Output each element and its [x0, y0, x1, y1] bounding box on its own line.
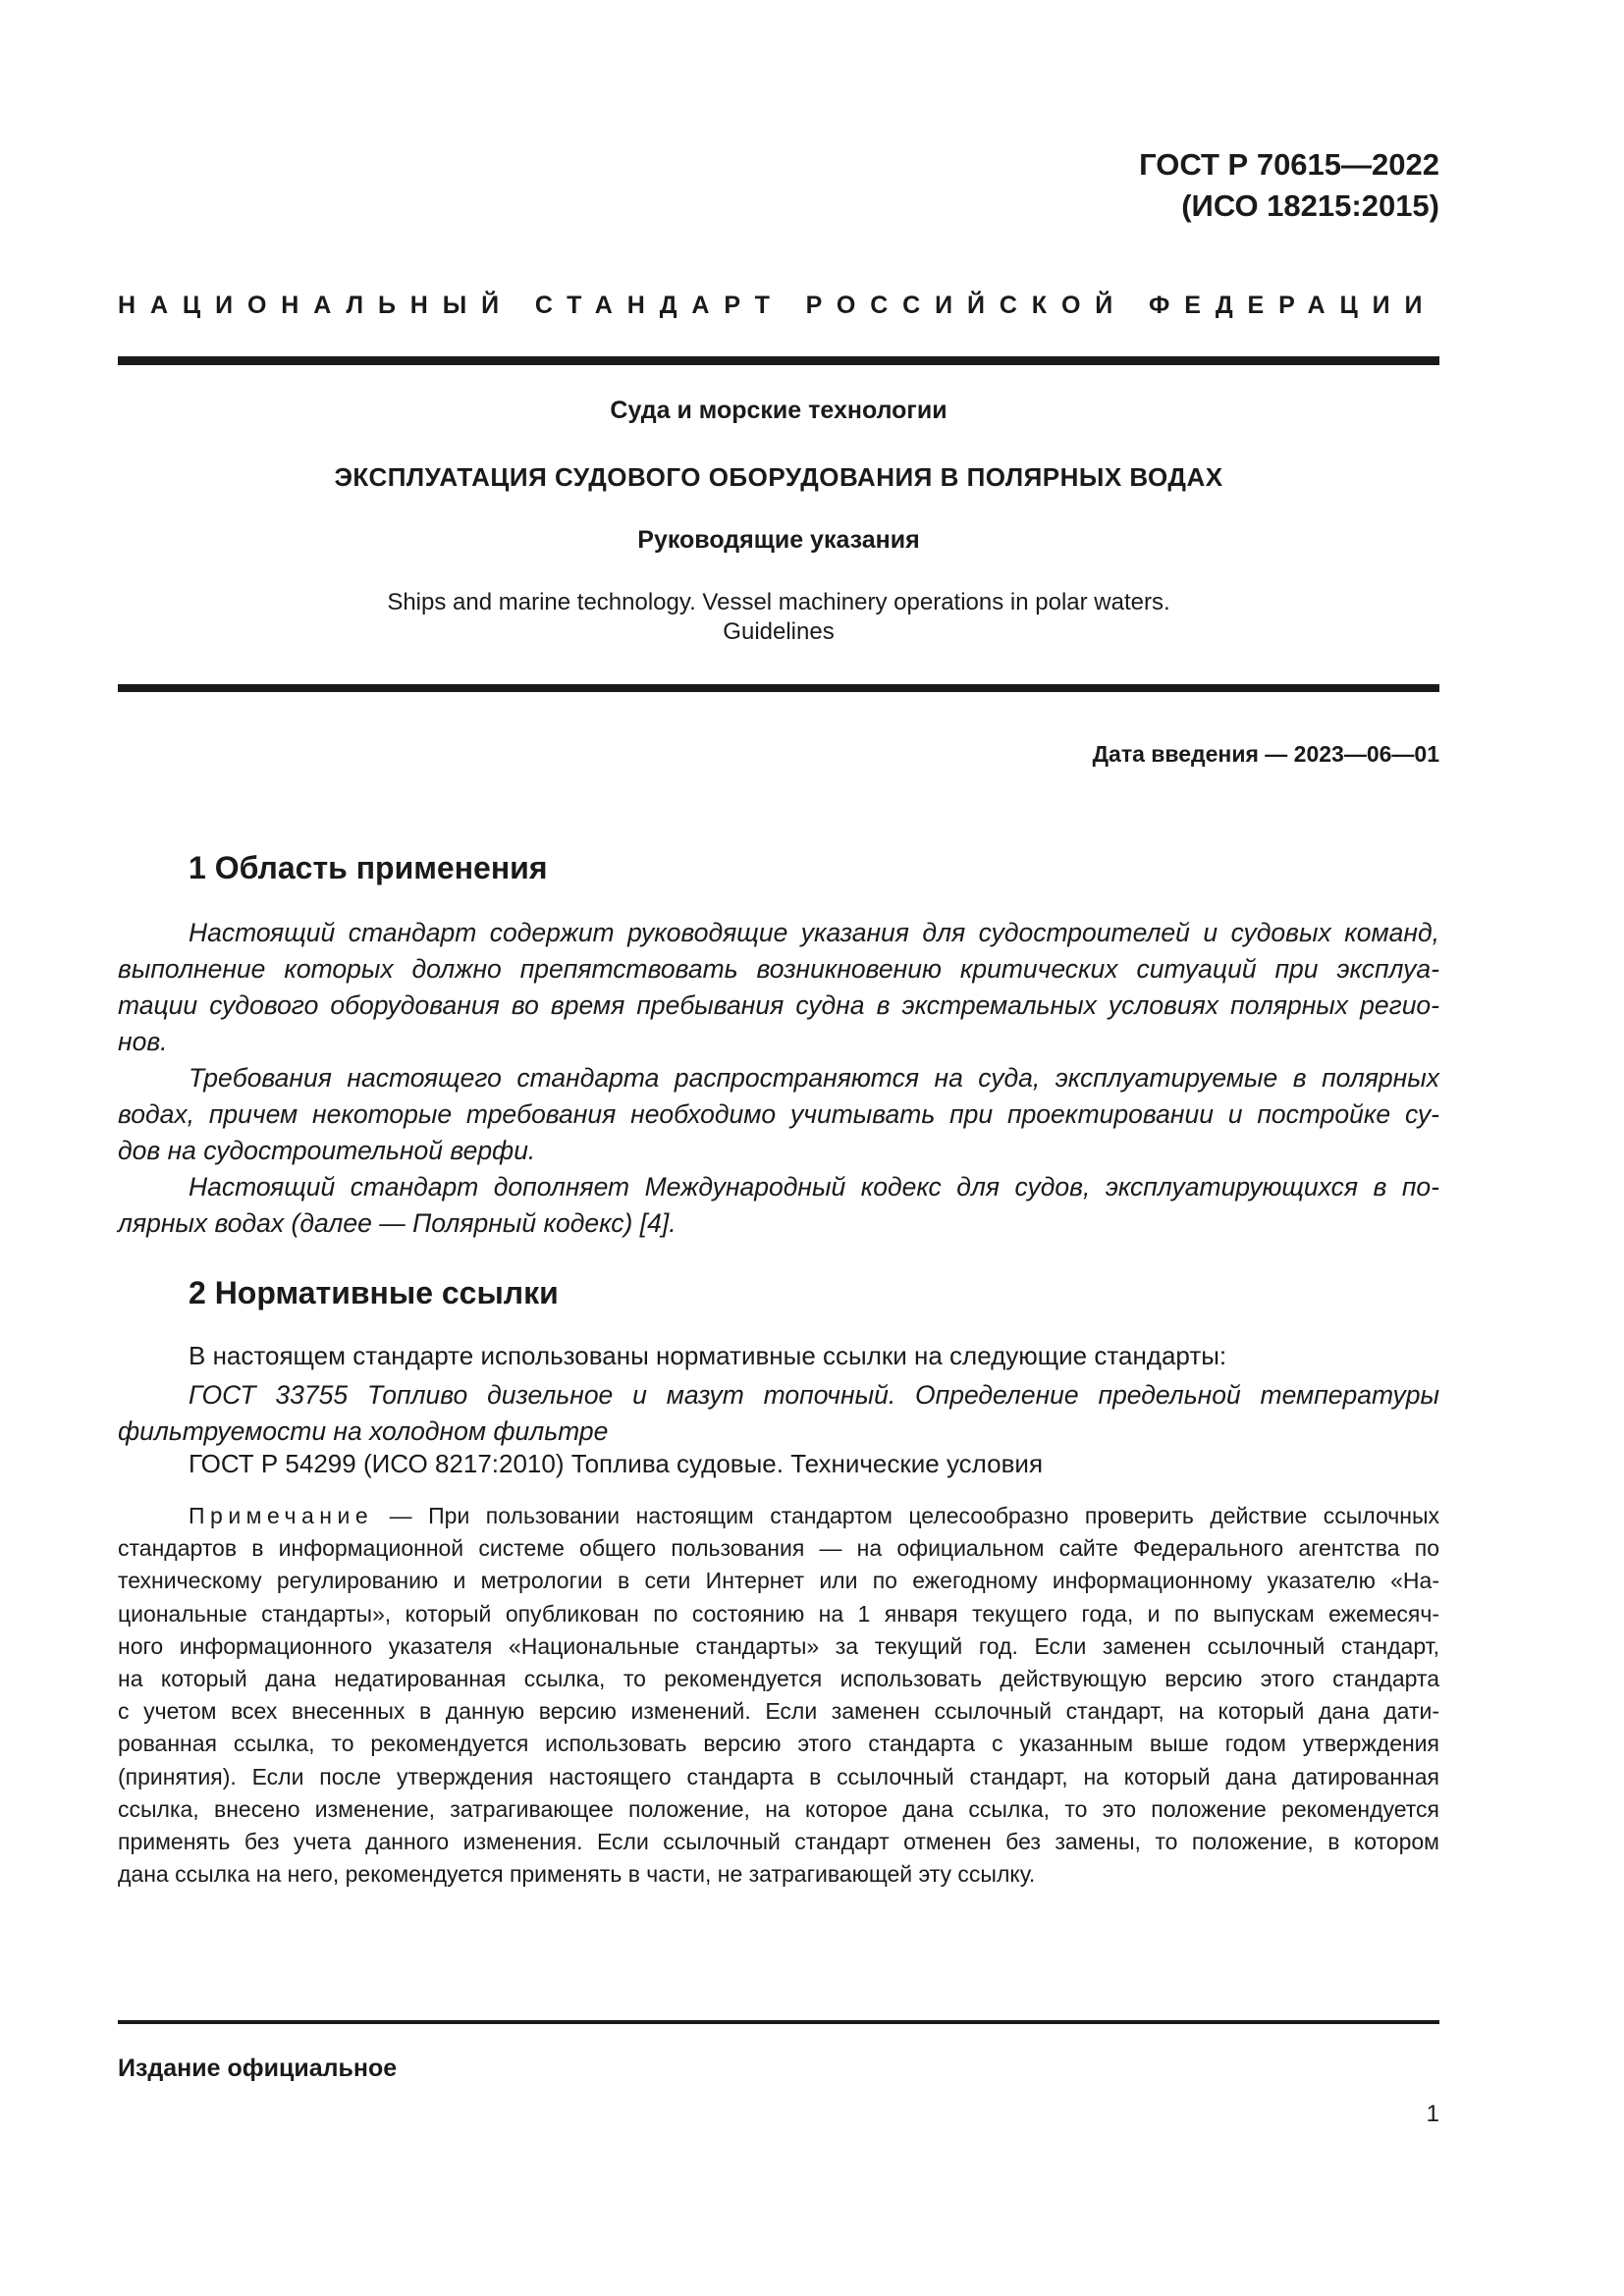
top-divider — [118, 356, 1439, 365]
note-line: с учетом всех внесенных в данную версию изменений. Если заменен ссылочный стандарт, на который дана дати- — [118, 1698, 1439, 1725]
references-intro: В настоящем стандарте использованы нормативные ссылки на следующие стандарты: — [189, 1341, 1227, 1370]
text-line: нов. — [118, 1027, 168, 1056]
text-line: лярных водах (далее — Полярный кодекс) [4]. — [118, 1208, 677, 1238]
note-label: Примечание — [189, 1503, 374, 1528]
scope-paragraph-1 — [118, 915, 1439, 1060]
note-line: ссылка, внесено изменение, затрагивающее положение, на которое дана ссылка, то это положение рекомендуется — [118, 1795, 1439, 1822]
english-title-line-2: Guidelines — [723, 618, 835, 645]
text-line: Требования настоящего стандарта распространяются на суда, эксплуатируемые в полярных — [189, 1063, 1439, 1093]
page-number: 1 — [1426, 2101, 1439, 2127]
note-line: техническому регулированию и метрологии в сети Интернет или по ежегодному информационному указателю «На- — [118, 1568, 1439, 1594]
reference-gost-33755 — [118, 1377, 1439, 1450]
text-line: тации судового оборудования во время пребывания судна в экстремальных условиях полярных регио- — [118, 990, 1439, 1020]
scope-paragraph-3 — [118, 1169, 1439, 1242]
title-main: ЭКСПЛУАТАЦИЯ СУДОВОГО ОБОРУДОВАНИЯ В ПОЛЯРНЫХ ВОДАХ — [334, 462, 1223, 492]
note-line: на который дана недатированная ссылка, то рекомендуется использовать действующую версию этого стандарта — [118, 1666, 1439, 1692]
iso-code: (ИСО 18215:2015) — [1181, 188, 1439, 223]
text-line: фильтруемости на холодном фильтре — [118, 1416, 609, 1446]
note-line: применять без учета данного изменения. Если ссылочный стандарт отменен без замены, то положение, в котором — [118, 1829, 1439, 1855]
english-title-line-1: Ships and marine technology. Vessel machinery operations in polar waters. — [387, 589, 1170, 615]
title-kind: Руководящие указания — [637, 526, 920, 554]
note-line: циональные стандарты», который опубликован по состоянию на 1 января текущего года, и по выпускам ежемесяч- — [118, 1600, 1439, 1627]
official-edition-label: Издание официальное — [118, 2055, 398, 2082]
national-standard-banner: НАЦИОНАЛЬНЫЙ СТАНДАРТ РОССИЙСКОЙ ФЕДЕРАЦИИ — [118, 292, 1437, 319]
note-line: (принятия). Если после утверждения настоящего стандарта в ссылочный стандарт, на который дана датированная — [118, 1763, 1439, 1789]
text-line: выполнение которых должно препятствовать возникновению критических ситуаций при эксплуа- — [118, 954, 1439, 984]
footer-divider — [118, 2020, 1439, 2024]
title-subject: Суда и морские технологии — [610, 397, 947, 424]
note-line: ного информационного указателя «Национальные стандарты» за текущий год. Если заменен ссылочный стандарт, — [118, 1632, 1439, 1659]
section-2-heading: 2 Нормативные ссылки — [189, 1275, 559, 1310]
note-line: рованная ссылка, то рекомендуется использовать версию этого стандарта с указанным выше годом утверждения — [118, 1731, 1439, 1757]
reference-gost-54299: ГОСТ Р 54299 (ИСО 8217:2010) Топлива судовые. Технические условия — [189, 1449, 1044, 1478]
note-line: дана ссылка на него, рекомендуется применять в части, не затрагивающей эту ссылку. — [118, 1861, 1036, 1888]
standard-code: ГОСТ Р 70615—2022 — [1139, 147, 1439, 182]
text-line: дов на судостроительной верфи. — [118, 1136, 536, 1165]
text-line: ГОСТ 33755 Топливо дизельное и мазут топочный. Определение предельной температуры — [189, 1380, 1439, 1410]
scope-paragraph-2 — [118, 1060, 1439, 1169]
text-line: Настоящий стандарт дополняет Международный кодекс для судов, эксплуатирующихся в по- — [189, 1172, 1439, 1201]
text-line: Настоящий стандарт содержит руководящие указания для судостроителей и судовых команд, — [189, 918, 1439, 947]
note-block — [118, 1500, 1439, 1891]
text-line: водах, причем некоторые требования необходимо учитывать при проектировании и постройке су- — [118, 1099, 1439, 1129]
date-introduced: Дата введения — 2023—06—01 — [1092, 741, 1439, 767]
note-line: стандартов в информационной системе общего пользования — на официальном сайте Федерального агентства по — [118, 1535, 1439, 1562]
title-divider — [118, 684, 1439, 692]
note-line: Примечание — При пользовании настоящим стандартом целесообразно проверить действие ссылочных — [189, 1503, 1439, 1528]
section-1-heading: 1 Область применения — [189, 850, 548, 885]
